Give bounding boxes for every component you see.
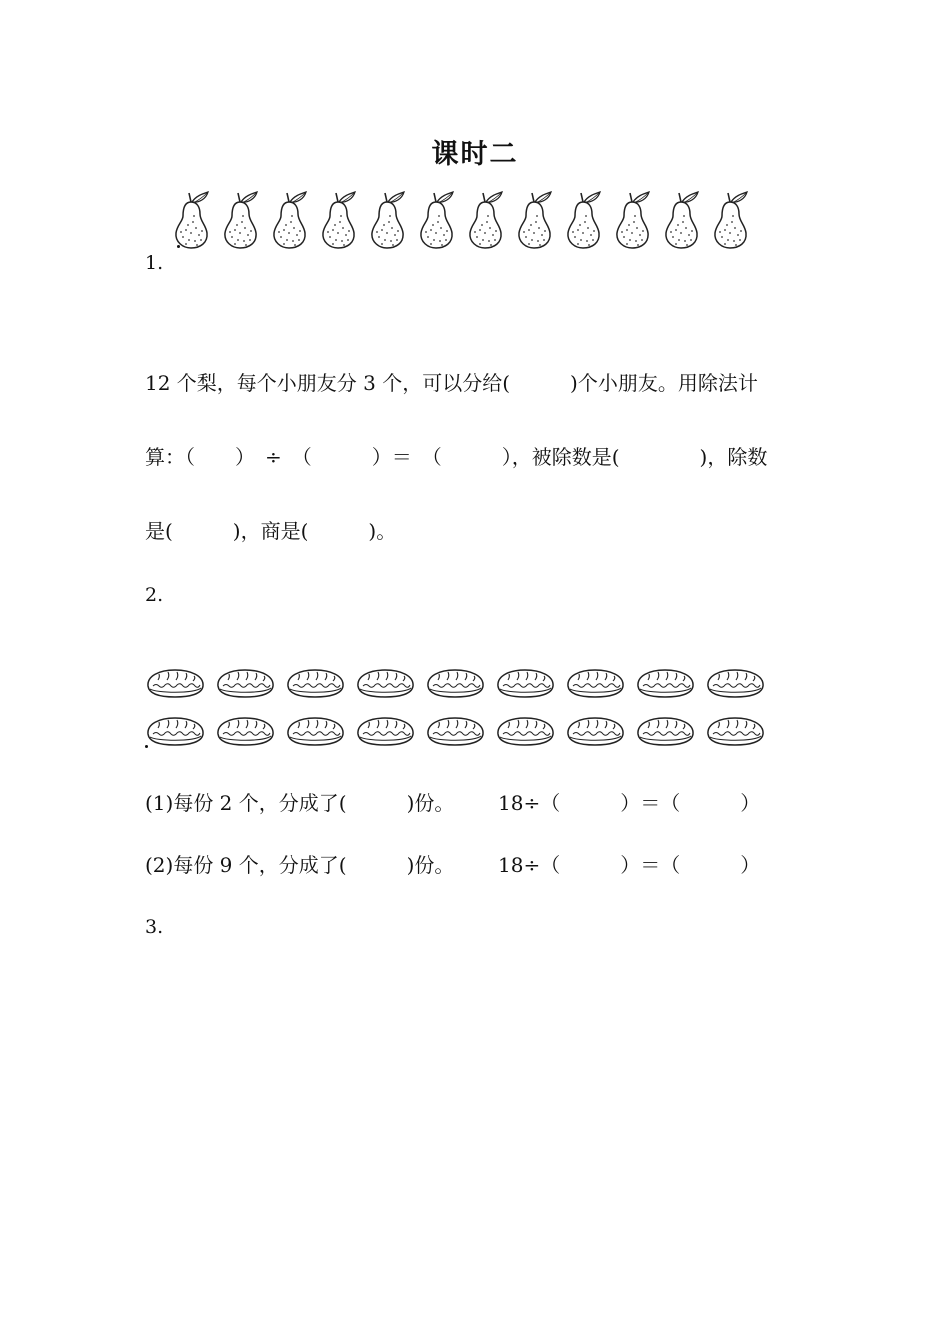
bread-icon [214, 712, 276, 748]
stray-dot [177, 245, 180, 248]
bread-icon [704, 664, 766, 700]
bread-icon [144, 664, 206, 700]
question-1-line-1: 12 个梨，每个小朋友分 3 个，可以分给( )个小朋友。用除法计 [145, 371, 758, 395]
bread-icon [284, 712, 346, 748]
pear-icon [613, 188, 653, 250]
pear-icon [319, 188, 359, 250]
question-2-sub-2-text: (2)每份 9 个，分成了( )份。 [145, 853, 455, 877]
stray-dot [145, 745, 148, 748]
pear-icon [221, 188, 261, 250]
question-3-number: 3. [145, 916, 164, 938]
bread-icon [214, 664, 276, 700]
page-title: 课时二 [431, 139, 519, 170]
bread-picture-grid [144, 664, 769, 748]
bread-icon [564, 664, 626, 700]
question-1-line-3: 是( )，商是( )。 [145, 519, 397, 543]
bread-icon [354, 712, 416, 748]
bread-icon [424, 712, 486, 748]
bread-icon [354, 664, 416, 700]
bread-icon [704, 712, 766, 748]
bread-icon [564, 712, 626, 748]
bread-icon [284, 664, 346, 700]
bread-icon [144, 712, 206, 748]
pear-icon [172, 188, 212, 250]
question-2-sub-2-equation: 18÷（ ）＝（ ） [498, 853, 761, 877]
pear-icon [564, 188, 604, 250]
question-2-sub-1-equation: 18÷（ ）＝（ ） [498, 791, 761, 815]
question-1-number: 1. [145, 252, 164, 274]
pear-icon [466, 188, 506, 250]
pear-icon [417, 188, 457, 250]
pear-icon [711, 188, 751, 250]
pear-icon [270, 188, 310, 250]
bread-icon [634, 664, 696, 700]
pear-icon [662, 188, 702, 250]
bread-icon [424, 664, 486, 700]
pear-picture-row [172, 188, 742, 250]
bread-icon [494, 664, 556, 700]
question-1-line-2: 算：（ ） ÷ （ ）＝ （ ），被除数是( )，除数 [145, 445, 768, 469]
bread-icon [494, 712, 556, 748]
bread-icon [634, 712, 696, 748]
question-2-number: 2. [145, 584, 164, 606]
pear-icon [368, 188, 408, 250]
pear-icon [515, 188, 555, 250]
question-2-sub-1-text: (1)每份 2 个，分成了( )份。 [145, 791, 455, 815]
